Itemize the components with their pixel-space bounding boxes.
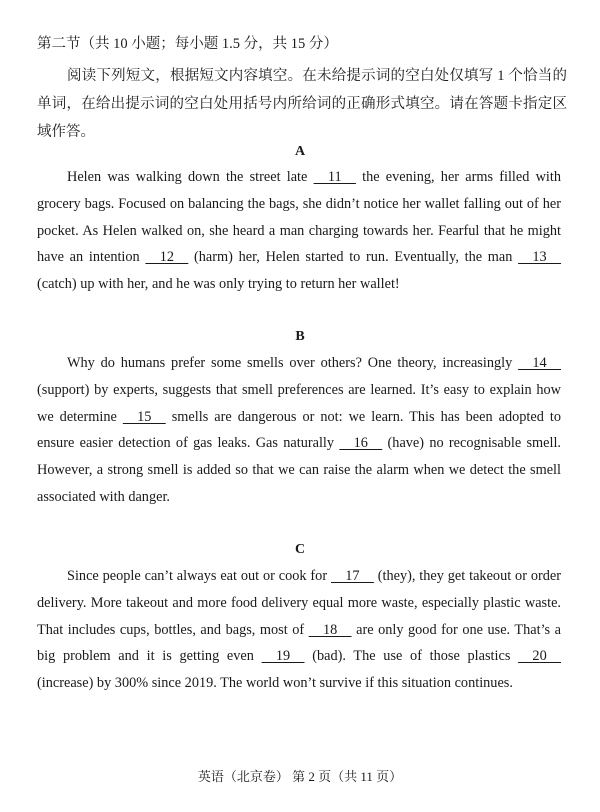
blank-19: 19 [261, 648, 305, 665]
passage-b-text: (support) by experts, suggests that smell preferences are learned. It’s easy to explain how we determine [37, 381, 561, 425]
section-heading: 第二节（共 10 小题；每小题 1.5 分，共 15 分） [37, 36, 338, 52]
passage-c-text: Since people can’t always eat out or cook for [67, 568, 328, 584]
passage-c-text: are only good for one use. That’s a big problem and it is getting even [37, 621, 561, 665]
passage-a-text: the evening, her arms filled with grocery bags. Focused on balancing the bags, she didn’t notice her wallet falling out of her pocket. As Helen walked on, she heard a man charging towards her. Fearful that he might have an intention [37, 169, 561, 266]
passage-b-text: (have) no recognisable smell. However, a strong smell is added so that we can raise the alarm when we detect the smell associated with danger. [37, 435, 562, 505]
passage-a-text: (harm) her, Helen started to run. Eventually, the man [194, 249, 513, 266]
passage-b-text: Why do humans prefer some smells over others? One theory, increasingly [67, 355, 513, 371]
blank-12: 12 [145, 249, 189, 266]
passage-b-title: B [295, 329, 305, 344]
passage-c-title: C [294, 542, 306, 557]
blank-13: 13 [518, 249, 561, 266]
blank-16: 16 [339, 435, 383, 452]
blank-15: 15 [122, 408, 166, 425]
blank-20: 20 [518, 648, 562, 665]
passage-a-title: A [294, 144, 306, 159]
passage-a-text: (catch) up with her, and he was only trying to return her wallet! [37, 276, 400, 293]
blank-14: 14 [518, 355, 561, 371]
blank-17: 17 [330, 568, 374, 584]
blank-11: 11 [313, 169, 356, 185]
page-footer: 英语（北京卷） 第 2 页（共 11 页） [197, 769, 403, 784]
passage-c-text: (increase) by 300% since 2019. The world won’t survive if this situation continues. [37, 675, 513, 692]
blank-18: 18 [308, 621, 352, 638]
passage-c-text: (they), they get takeout or order delivery. More takeout and more food delivery equal more waste, especially plastic waste. That includes cups, bottles, and bags, most of [37, 568, 561, 638]
passage-a-text: Helen was walking down the street late [67, 169, 308, 185]
passage-c-text: (bad). The use of those plastics [312, 648, 511, 665]
passage-a [37, 164, 561, 298]
passage-c [37, 563, 561, 697]
section-instructions: 阅读下列短文，根据短文内容填空。在未给提示词的空白处仅填写 1 个恰当的单词，在给出提示词的空白处用括号内所给词的正确形式填空。请在答题卡指定区域作答。 [37, 68, 567, 140]
passage-b-text: smells are dangerous or not: we learn. This has been adopted to ensure easier detection of gas leaks. Gas naturally [37, 408, 561, 452]
passage-b [37, 350, 561, 511]
